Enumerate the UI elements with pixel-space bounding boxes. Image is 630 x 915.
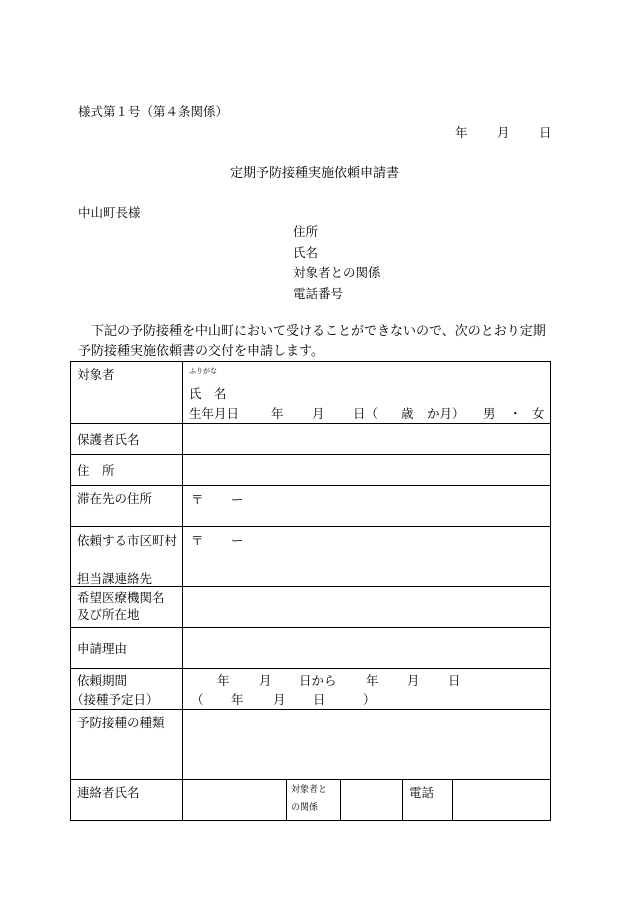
subject-label: 対象者 — [77, 367, 115, 382]
reason-label: 申請理由 — [77, 641, 128, 656]
contact-phone-label-cell — [403, 780, 453, 821]
stay-address-field[interactable] — [183, 486, 551, 527]
contact-dept-label: 担当課連絡先 — [77, 571, 153, 586]
scheduled-year: 年 — [231, 692, 244, 707]
applicant-phone-label: 電話番号 — [293, 286, 344, 301]
row-vaccine-type — [71, 710, 551, 780]
contact-relation-field[interactable] — [341, 780, 403, 821]
furigana-label: ふりがな — [189, 367, 217, 375]
sex-female-option[interactable]: 女 — [532, 406, 545, 421]
row-stay-address — [71, 486, 551, 527]
row-reason — [71, 628, 551, 669]
applicant-name-label: 氏名 — [293, 245, 319, 260]
row-subject — [71, 362, 551, 424]
guardian-label: 保護者氏名 — [77, 432, 140, 447]
sex-separator: ・ — [509, 406, 522, 421]
address-label: 住 所 — [77, 463, 115, 478]
age-months-label: か月） — [427, 406, 465, 421]
row-clinic — [71, 587, 551, 628]
date-year-label: 年 — [455, 125, 468, 140]
vaccine-type-label-cell — [71, 710, 183, 780]
row-requested-municipality — [71, 527, 551, 587]
subject-name-label: 氏 名 — [189, 386, 227, 401]
document-title: 定期予防接種実施依頼申請書 — [230, 166, 400, 181]
application-form-table — [70, 361, 551, 821]
contact-relation-label-line1: 対象者と — [291, 785, 328, 795]
row-guardian — [71, 424, 551, 455]
form-number: 様式第１号（第４条関係） — [78, 104, 229, 119]
reason-field[interactable] — [183, 628, 551, 669]
intro-paragraph: 下記の予防接種を中山町において受けることができないので、次のとおり定期予防接種実施依頼書の交付を申請します。 — [78, 324, 546, 359]
birth-day-label: 日（ — [353, 406, 379, 421]
period-start-month: 月 — [259, 673, 272, 688]
clinic-field[interactable] — [183, 587, 551, 628]
stay-address-label: 滞在先の住所 — [77, 491, 153, 506]
contact-name-label: 連絡者氏名 — [77, 785, 140, 800]
contact-relation-label-cell — [287, 780, 341, 821]
reason-label-cell — [71, 628, 183, 669]
subject-content-cell[interactable] — [183, 362, 551, 424]
scheduled-date-label: （接種予定日） — [71, 692, 159, 707]
date-month-label: 月 — [497, 125, 510, 140]
contact-name-field[interactable] — [183, 780, 287, 821]
row-address — [71, 455, 551, 486]
addressee: 中山町長様 — [78, 205, 141, 220]
clinic-label-line2: 及び所在地 — [77, 607, 140, 622]
period-field[interactable] — [183, 669, 551, 710]
municipality-postal-mark: 〒 — [191, 533, 204, 548]
period-label: 依頼期間 — [77, 673, 128, 688]
stay-postal-mark: 〒 — [191, 492, 204, 507]
vaccine-type-label: 予防接種の種類 — [77, 715, 165, 730]
stay-address-label-cell — [71, 486, 183, 527]
stay-postal-dash: ー — [231, 492, 244, 507]
applicant-address-label: 住所 — [293, 224, 319, 239]
scheduled-month: 月 — [273, 692, 286, 707]
scheduled-day: 日 — [313, 692, 326, 707]
guardian-field[interactable] — [183, 424, 551, 455]
birth-year-label: 年 — [271, 406, 284, 421]
birthdate-label: 生年月日 — [189, 406, 240, 421]
row-period — [71, 669, 551, 710]
row-contact — [71, 780, 551, 821]
requested-municipality-label: 依頼する市区町村 — [77, 533, 178, 548]
birth-month-label: 月 — [312, 406, 325, 421]
period-label-cell — [71, 669, 183, 710]
applicant-relation-label: 対象者との関係 — [293, 265, 381, 280]
municipality-label-cell — [71, 527, 183, 587]
period-start-day-from: 日から — [299, 673, 337, 688]
contact-phone-field[interactable] — [453, 780, 551, 821]
municipality-postal-dash: ー — [231, 533, 244, 548]
clinic-label-cell — [71, 587, 183, 628]
period-end-day: 日 — [448, 673, 461, 688]
sex-male-option[interactable]: 男 — [483, 406, 496, 421]
age-unit-label: 歳 — [401, 406, 414, 421]
period-end-year: 年 — [366, 673, 379, 688]
scheduled-paren-open: （ — [191, 692, 204, 707]
period-start-year: 年 — [217, 673, 230, 688]
contact-relation-label-line2: の関係 — [291, 803, 319, 813]
contact-name-label-cell — [71, 780, 183, 821]
date-day-label: 日 — [539, 125, 552, 140]
contact-phone-label: 電話 — [409, 785, 435, 800]
guardian-label-cell — [71, 424, 183, 455]
vaccine-type-field[interactable] — [183, 710, 551, 780]
subject-label-cell — [71, 362, 183, 424]
address-field[interactable] — [183, 455, 551, 486]
requested-municipality-field[interactable] — [183, 527, 551, 587]
period-end-month: 月 — [407, 673, 420, 688]
clinic-label-line1: 希望医療機関名 — [77, 590, 165, 605]
scheduled-paren-close: ） — [363, 692, 376, 707]
address-label-cell — [71, 455, 183, 486]
